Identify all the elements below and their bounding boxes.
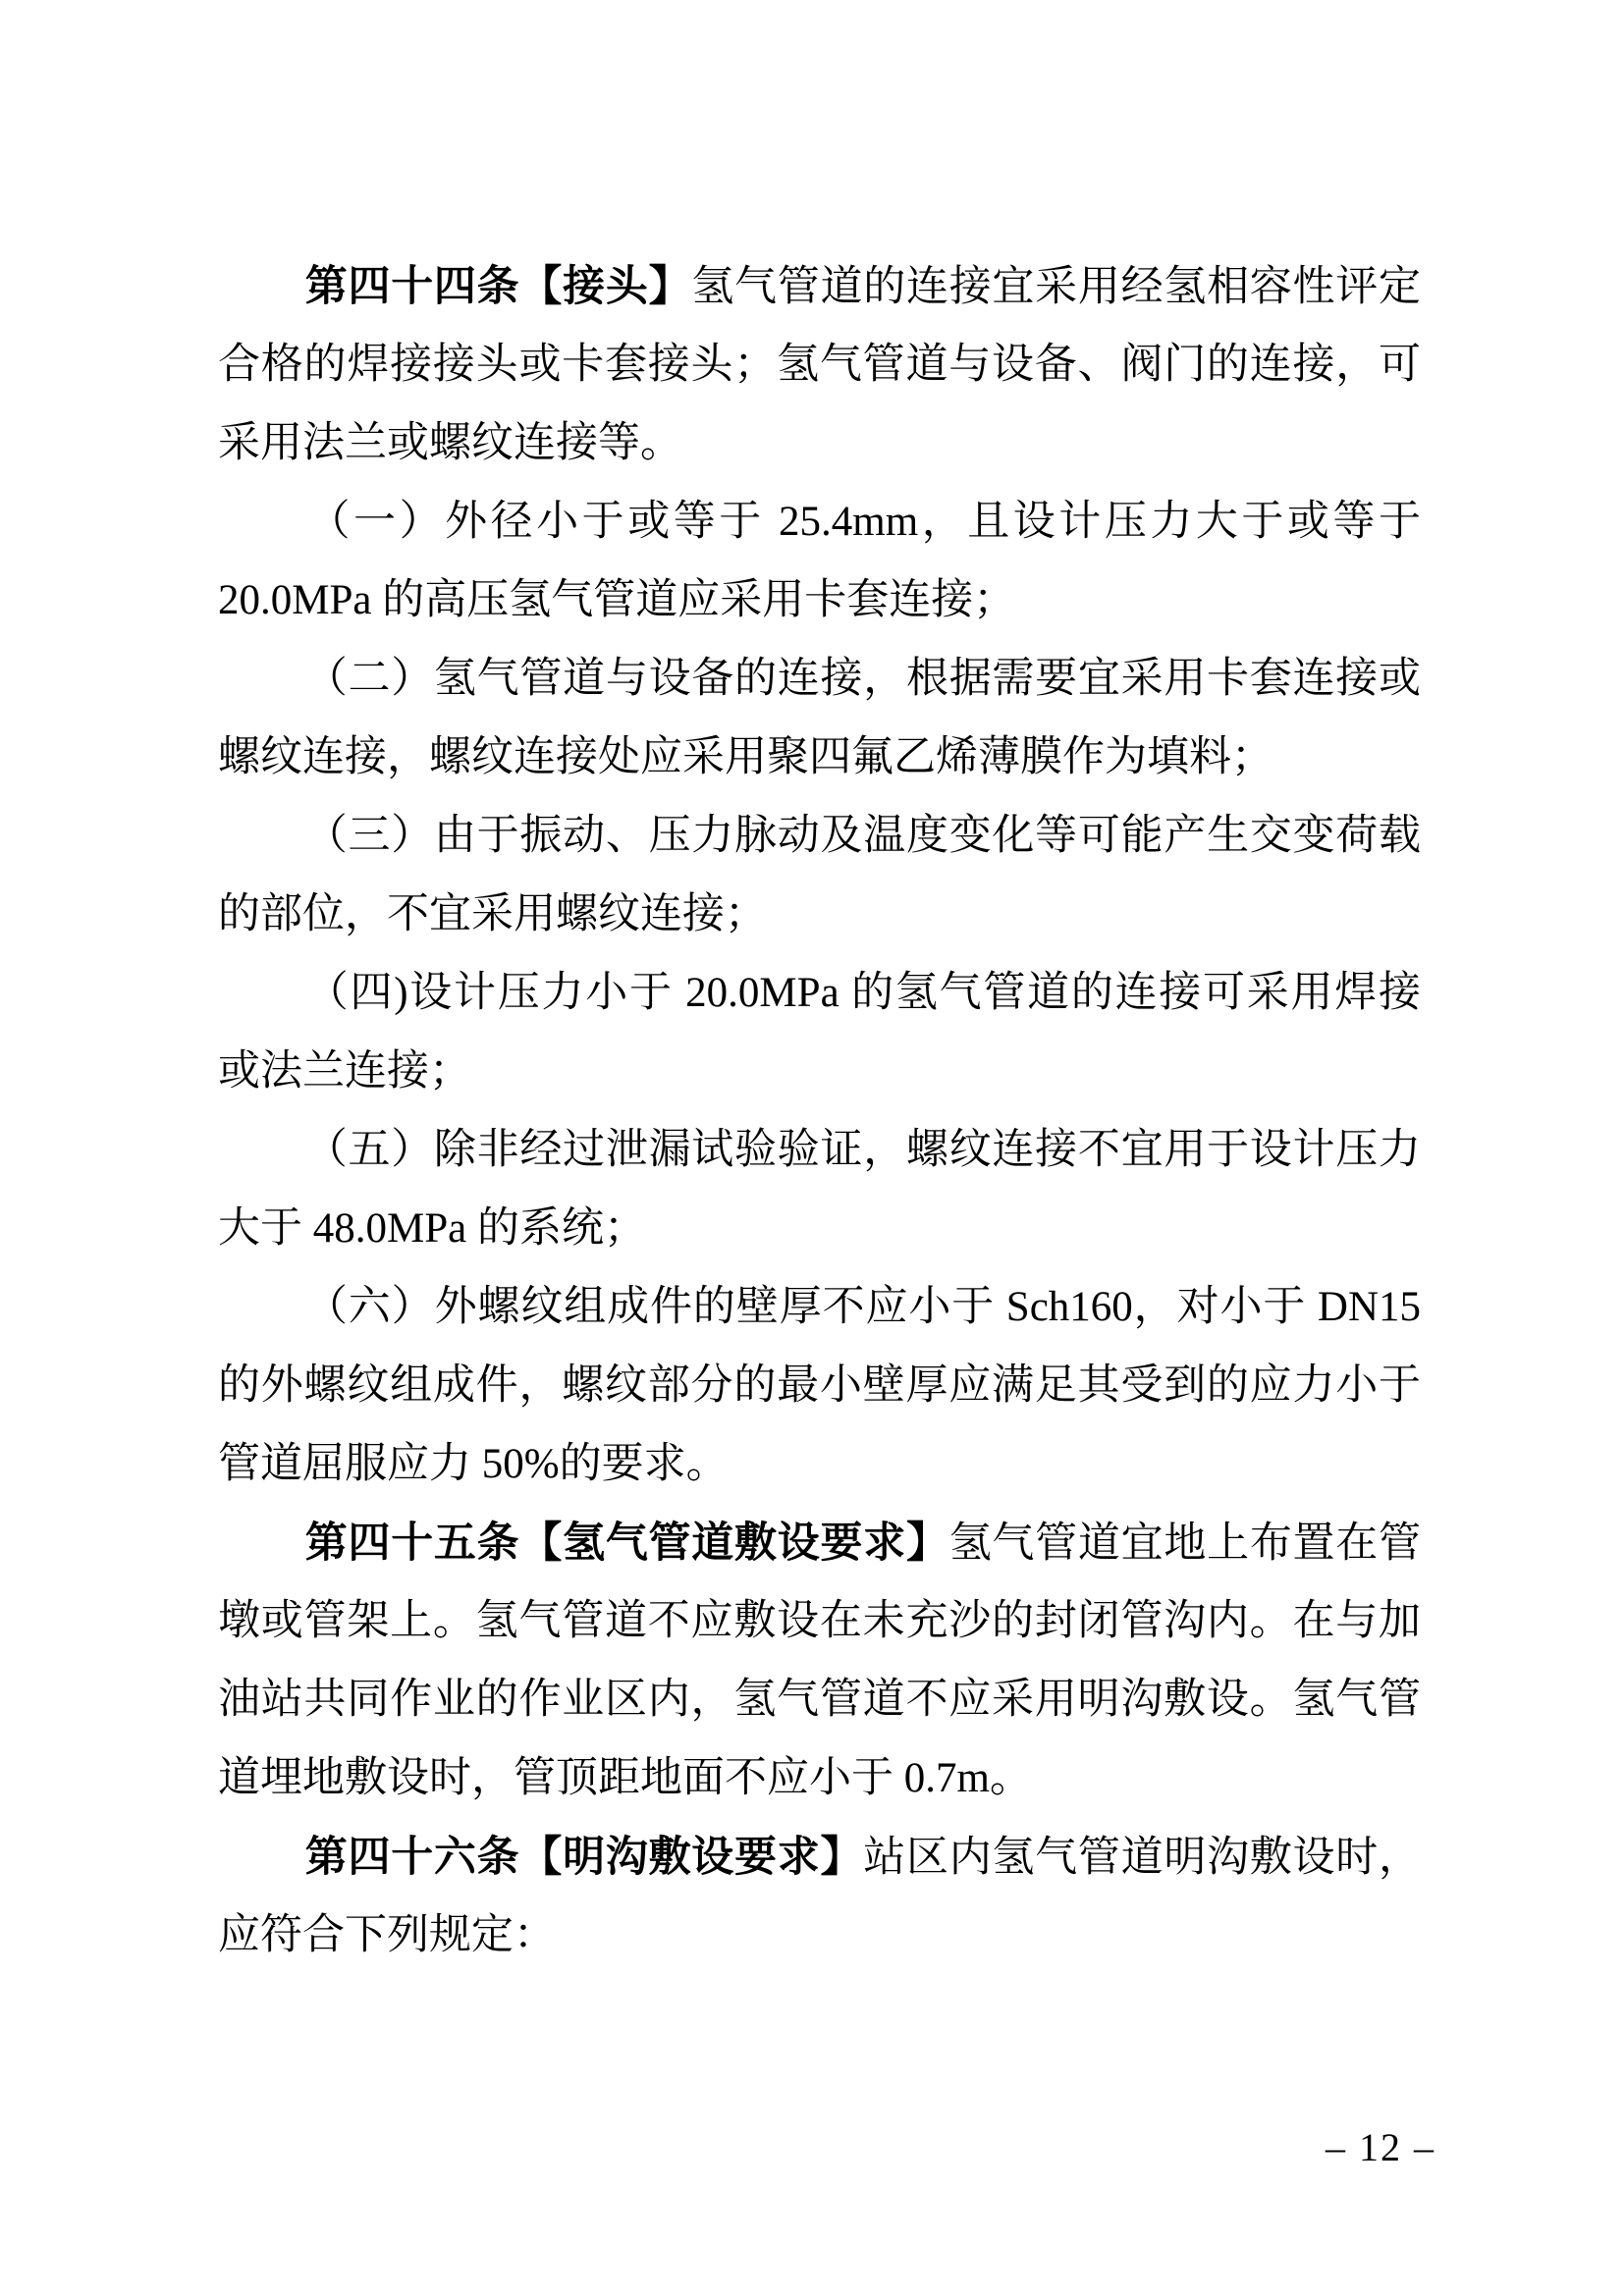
text-line [218, 1896, 1421, 1975]
page-number: – 12 – [1326, 2125, 1435, 2169]
line-text: （六）外螺纹组成件的壁厚不应小于 Sch160，对小于 DN15 [304, 1284, 1421, 1330]
text-line [218, 1818, 1421, 1896]
text-line [218, 1425, 1421, 1504]
line-text: （二）氢气管道与设备的连接，根据需要宜采用卡套连接或 [304, 656, 1421, 702]
text-line [218, 247, 1421, 326]
text-line [218, 954, 1421, 1033]
line-text: （一）外径小于或等于 25.4mm，且设计压力大于或等于 [304, 499, 1421, 545]
line-text: 或法兰连接； [218, 1048, 471, 1095]
line-text: 采用法兰或螺纹连接等。 [218, 420, 682, 466]
paragraph-indent [218, 848, 304, 849]
line-text: （四)设计压力小于 20.0MPa 的氢气管道的连接可采用焊接 [304, 970, 1421, 1016]
paragraph-indent [218, 1319, 304, 1320]
article-heading: 第四十五条【氢气管道敷设要求】 [304, 1520, 949, 1567]
line-text: 大于 48.0MPa 的系统； [218, 1205, 646, 1252]
text-line [218, 1268, 1421, 1347]
text-line [218, 1111, 1421, 1190]
line-text: 油站共同作业的作业区内，氢气管道不应采用明沟敷设。氢气管 [218, 1677, 1421, 1723]
text-line [218, 876, 1421, 954]
line-text: 的部位，不宜采用螺纹连接； [218, 891, 767, 937]
line-text: 管道屈服应力 50%的要求。 [218, 1441, 729, 1487]
text-line [218, 1739, 1421, 1818]
line-text: 合格的焊接接头或卡套接头；氢气管道与设备、阀门的连接，可 [218, 342, 1421, 388]
line-text: 螺纹连接，螺纹连接处应采用聚四氟乙烯薄膜作为填料； [218, 734, 1273, 780]
paragraph-indent [218, 1556, 304, 1557]
article-heading: 第四十四条【接头】 [304, 263, 692, 310]
text-line [218, 719, 1421, 797]
line-text: （三）由于振动、压力脉动及温度变化等可能产生交变荷载 [304, 813, 1421, 859]
document-body [218, 247, 1421, 1975]
text-line [218, 1582, 1421, 1661]
text-line [218, 1347, 1421, 1425]
paragraph-indent [218, 534, 304, 535]
line-text: 的外螺纹组成件，螺纹部分的最小壁厚应满足其受到的应力小于 [218, 1362, 1421, 1409]
text-line [218, 797, 1421, 876]
line-text: 道埋地敷设时，管顶距地面不应小于 0.7m。 [218, 1755, 1032, 1801]
paragraph-indent [218, 691, 304, 692]
text-line [218, 1033, 1421, 1111]
line-text: 应符合下列规定： [218, 1912, 556, 1958]
article-heading: 第四十六条【明沟敷设要求】 [304, 1834, 864, 1881]
text-line [218, 561, 1421, 640]
line-text: 站区内氢气管道明沟敷设时， [863, 1835, 1421, 1881]
line-text: （五）除非经过泄漏试验验证，螺纹连接不宜用于设计压力 [304, 1127, 1421, 1173]
text-line [218, 1504, 1421, 1582]
text-line [218, 1661, 1421, 1739]
line-text: 墩或管架上。氢气管道不应敷设在未充沙的封闭管沟内。在与加 [218, 1598, 1421, 1644]
paragraph-indent [218, 1870, 304, 1871]
line-text: 氢气管道宜地上布置在管 [948, 1521, 1421, 1567]
text-line [218, 1190, 1421, 1268]
paragraph-indent [218, 299, 304, 300]
paragraph-indent [218, 1162, 304, 1163]
line-text: 20.0MPa 的高压氢气管道应采用卡套连接； [218, 577, 1016, 623]
text-line [218, 404, 1421, 483]
text-line [218, 483, 1421, 561]
text-line [218, 326, 1421, 404]
text-line [218, 640, 1421, 719]
line-text: 氢气管道的连接宜采用经氢相容性评定 [691, 264, 1421, 310]
paragraph-indent [218, 1005, 304, 1006]
